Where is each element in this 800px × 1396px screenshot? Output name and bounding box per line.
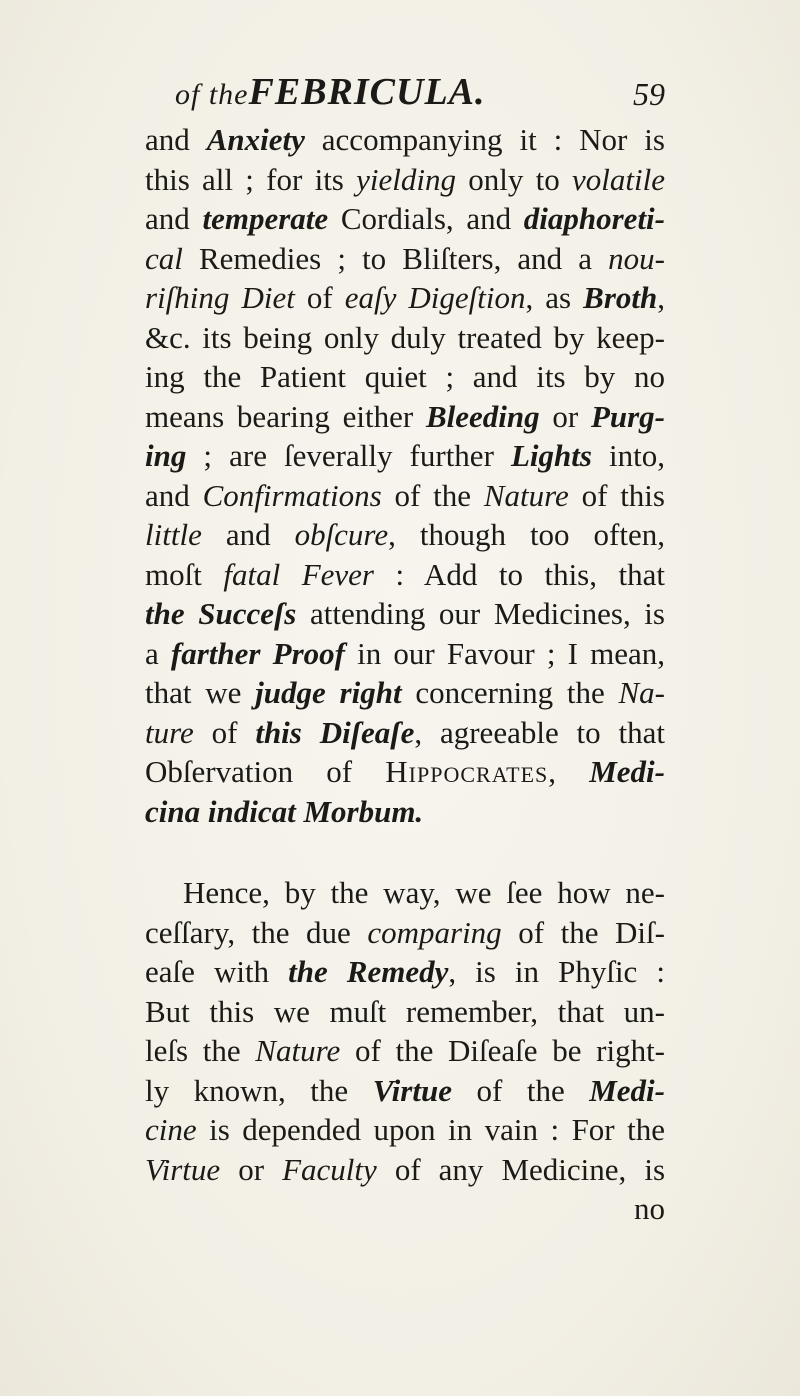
- text-line: [145, 1150, 665, 1190]
- text-segment: eaſe with: [145, 954, 289, 989]
- text-segment: Hence, by the way, we ſee how ne-: [183, 875, 665, 910]
- text-segment: and: [145, 477, 203, 513]
- text-segment: cina indicat Morbum.: [145, 793, 424, 829]
- text-segment: Remedies ; to Bliſters, and a: [182, 240, 609, 276]
- text-segment: this all ; for its: [145, 161, 357, 197]
- text-line: [145, 594, 665, 634]
- body-text: [145, 120, 665, 1229]
- running-head-of: of the: [175, 78, 249, 111]
- text-line: [145, 673, 665, 713]
- text-segment: Virtue: [372, 1072, 452, 1108]
- text-segment: temperate: [202, 201, 329, 236]
- paragraph-break: [145, 831, 665, 873]
- text-segment: Lights: [510, 438, 592, 473]
- text-segment: and: [145, 201, 203, 236]
- text-segment: of the: [451, 1072, 590, 1108]
- text-segment: , as: [525, 280, 584, 315]
- text-segment: , though too often,: [388, 517, 665, 552]
- text-segment: Faculty: [282, 1151, 377, 1187]
- text-line: [145, 357, 665, 397]
- text-segment: Nature: [483, 477, 569, 513]
- text-line: [145, 436, 665, 476]
- text-line: [145, 713, 665, 753]
- text-line: [145, 634, 665, 674]
- page-number: 59: [633, 76, 665, 112]
- text-segment: ture: [145, 714, 194, 750]
- text-line: [145, 873, 665, 913]
- text-segment: cine: [145, 1112, 197, 1147]
- text-segment: accompanying it : Nor is: [304, 122, 665, 157]
- text-segment: nou-: [608, 240, 665, 276]
- text-segment: of: [193, 714, 256, 750]
- text-segment: judge right: [255, 675, 402, 710]
- text-segment: ceſſary, the due: [145, 914, 368, 950]
- text-segment: ,: [548, 754, 590, 789]
- text-line: [145, 199, 665, 239]
- text-line: [145, 278, 665, 318]
- text-line: [145, 752, 665, 792]
- text-segment: means bearing either: [145, 398, 426, 434]
- text-line: [145, 792, 665, 832]
- text-line: [145, 239, 665, 279]
- text-line: [145, 1071, 665, 1111]
- page-header: [175, 70, 665, 118]
- text-segment: only to: [456, 161, 573, 197]
- text-segment: of any Medicine, is: [376, 1151, 666, 1187]
- text-line: [145, 397, 665, 437]
- text-segment: Medi-: [589, 754, 665, 789]
- running-head: [175, 70, 486, 114]
- text-segment: diaphoreti-: [523, 201, 665, 236]
- catchword: [145, 1189, 665, 1229]
- text-segment: , agreeable to that: [414, 714, 665, 750]
- text-segment: cal: [145, 240, 183, 276]
- text-segment: Na-: [618, 675, 665, 710]
- text-segment: Purg-: [590, 398, 666, 434]
- text-line: [145, 1031, 665, 1071]
- text-segment: Obſervation of: [145, 754, 386, 789]
- text-segment: eaſy Digeſtion: [344, 280, 526, 315]
- text-segment: little: [145, 517, 202, 552]
- text-segment: and: [201, 517, 295, 552]
- text-line: [145, 515, 665, 555]
- text-segment: a: [145, 635, 171, 671]
- text-segment: of the: [381, 477, 484, 513]
- text-segment: the Succeſs: [145, 596, 297, 631]
- text-line: [145, 160, 665, 200]
- text-segment: riſhing Diet: [145, 280, 295, 315]
- text-segment: Cordials, and: [328, 201, 524, 236]
- text-segment: But this we muſt remember, that un-: [145, 993, 665, 1029]
- text-segment: and: [145, 122, 207, 157]
- text-segment: of this: [568, 477, 665, 513]
- text-segment: of the Diſeaſe be right-: [340, 1033, 665, 1068]
- text-segment: ,: [657, 280, 665, 315]
- text-line: [145, 913, 665, 953]
- text-segment: yielding: [356, 161, 456, 197]
- text-segment: ly known, the: [145, 1072, 373, 1108]
- text-segment: is depended upon in vain : For the: [196, 1112, 665, 1147]
- text-line: [145, 1110, 665, 1150]
- text-segment: leſs the: [145, 1033, 256, 1068]
- text-line: [145, 992, 665, 1032]
- text-segment: volatile: [572, 161, 665, 197]
- text-segment: of the Diſ-: [501, 914, 665, 950]
- text-segment: Bleeding: [425, 398, 540, 434]
- text-segment: in our Favour ; I mean,: [344, 635, 665, 671]
- text-segment: of: [294, 280, 345, 315]
- text-segment: this Diſeaſe: [255, 714, 415, 750]
- text-segment: Broth: [583, 280, 658, 315]
- text-segment: Hippocrates: [385, 754, 549, 789]
- text-segment: Confirmations: [202, 477, 382, 513]
- text-segment: ing the Patient quiet ; and its by no: [145, 359, 665, 394]
- text-segment: concerning the: [401, 675, 619, 710]
- text-segment: Anxiety: [206, 122, 305, 157]
- running-head-title: FEBRICULA.: [248, 71, 486, 113]
- text-segment: moſt: [145, 556, 224, 592]
- text-line: [145, 120, 665, 160]
- text-line: [145, 318, 665, 358]
- text-segment: obſcure: [294, 517, 389, 552]
- text-segment: : Add to this, that: [374, 556, 665, 592]
- text-segment: ing: [145, 438, 187, 473]
- text-line: [145, 476, 665, 516]
- text-segment: or: [539, 398, 591, 434]
- text-segment: or: [220, 1151, 283, 1187]
- text-segment: that we: [145, 675, 256, 710]
- text-segment: Medi-: [589, 1072, 665, 1108]
- text-segment: &c. its being only duly treated by keep-: [145, 319, 665, 355]
- text-segment: Nature: [255, 1033, 341, 1068]
- text-segment: no: [634, 1191, 665, 1226]
- text-segment: the Remedy: [288, 954, 449, 989]
- text-segment: fatal Fever: [223, 556, 374, 592]
- text-segment: into,: [591, 438, 665, 473]
- text-segment: , is in Phyſic :: [448, 954, 665, 989]
- text-segment: attending our Medicines, is: [296, 596, 665, 631]
- text-segment: Virtue: [145, 1151, 221, 1187]
- text-line: [145, 555, 665, 595]
- text-line: [145, 952, 665, 992]
- text-segment: ; are ſeverally further: [186, 438, 511, 473]
- text-segment: farther Proof: [170, 635, 345, 671]
- text-segment: comparing: [367, 914, 502, 950]
